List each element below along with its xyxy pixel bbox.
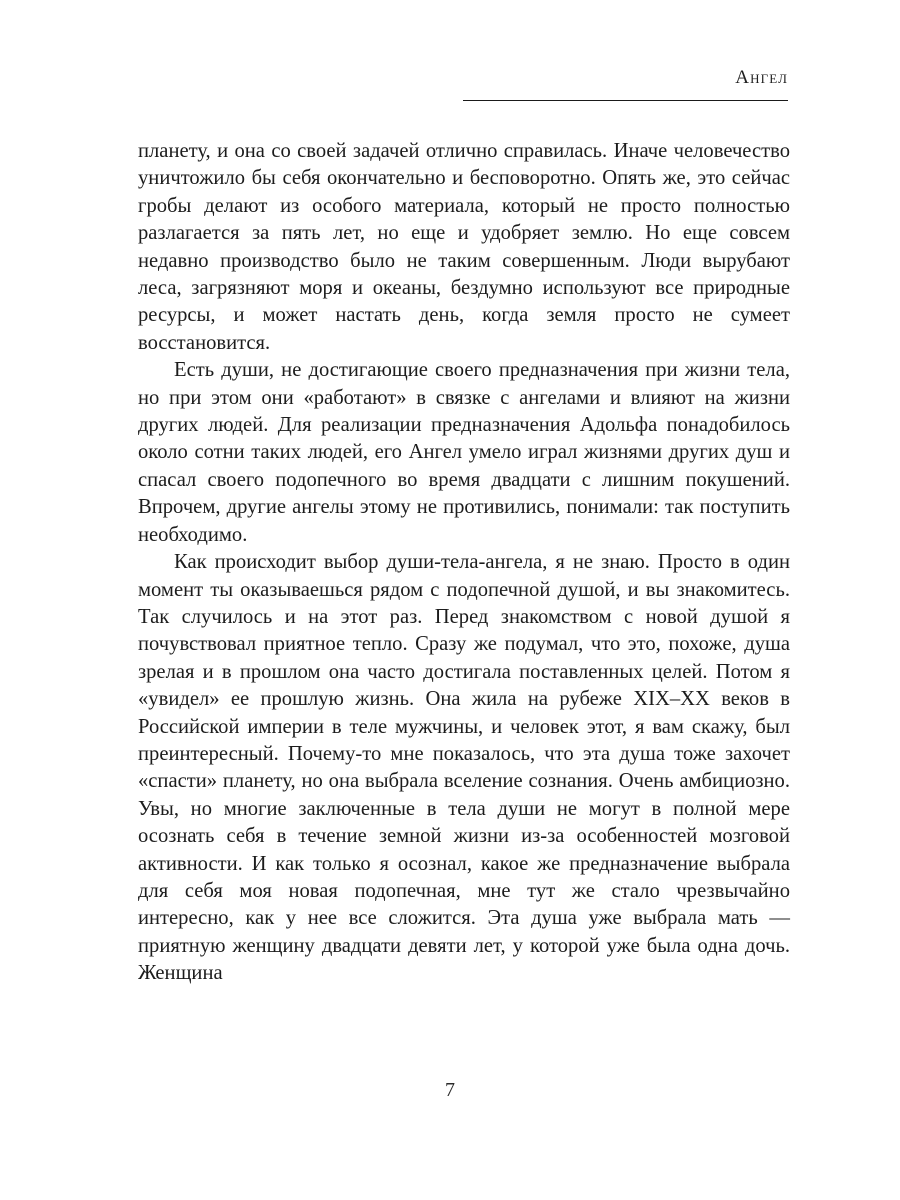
body-text: [138, 138, 790, 988]
paragraph: Есть души, не достигающие своего предназначения при жизни тела, но при этом они «работают» в связке с ангелами и влияют на жизни других людей. Для реализации предназначения Адольфа понадобилось около сотни таких людей, его Ангел умело играл жизнями других душ и спасал своего подопечного во время двадцати с лишним покушений. Впрочем, другие ангелы этому не противились, понимали: так поступить необходимо.: [138, 359, 790, 546]
running-head: [138, 68, 788, 102]
running-head-rule: [463, 100, 788, 101]
folio: [0, 1080, 900, 1101]
running-head-title: Ангел: [735, 67, 788, 88]
paragraph: планету, и она со своей задачей отлично справилась. Иначе человечество уничтожило бы себя окончательно и бесповоротно. Опять же, это сейчас гробы делают из особого материала, который не просто полностью разлагается за пять лет, но еще и удобряет землю. Но еще совсем недавно производство было не таким совершенным. Люди вырубают леса, загрязняют моря и океаны, бездумно используют все природные ресурсы, и может настать день, когда земля просто не сумеет восстановится.: [138, 140, 790, 354]
paragraph: Как происходит выбор души-тела-ангела, я не знаю. Просто в один момент ты оказываешься рядом с подопечной душой, и вы знакомитесь. Так случилось и на этот раз. Перед знакомством с новой душой я почувствовал приятное тепло. Сразу же подумал, что это, похоже, душа зрелая и в прошлом она часто достигала поставленных целей. Потом я «увидел» ее прошлую жизнь. Она жила на рубеже XIX–XX веков в Российской империи в теле мужчины, и человек этот, я вам скажу, был преинтересный. Почему-то мне показалось, что эта душа тоже захочет «спасти» планету, но она выбрала вселение сознания. Очень амбициозно. Увы, но многие заключенные в тела души не могут в полной мере осознать себя в течение земной жизни из-за особенностей мозговой активности. И как только я осознал, какое же предназначение выбрала для себя моя новая подопечная, мне тут же стало чрезвычайно интересно, как у нее все сложится. Эта душа уже выбрала мать — приятную женщину двадцати девяти лет, у которой уже была одна дочь. Женщина: [138, 551, 790, 985]
page-number: 7: [445, 1079, 455, 1101]
